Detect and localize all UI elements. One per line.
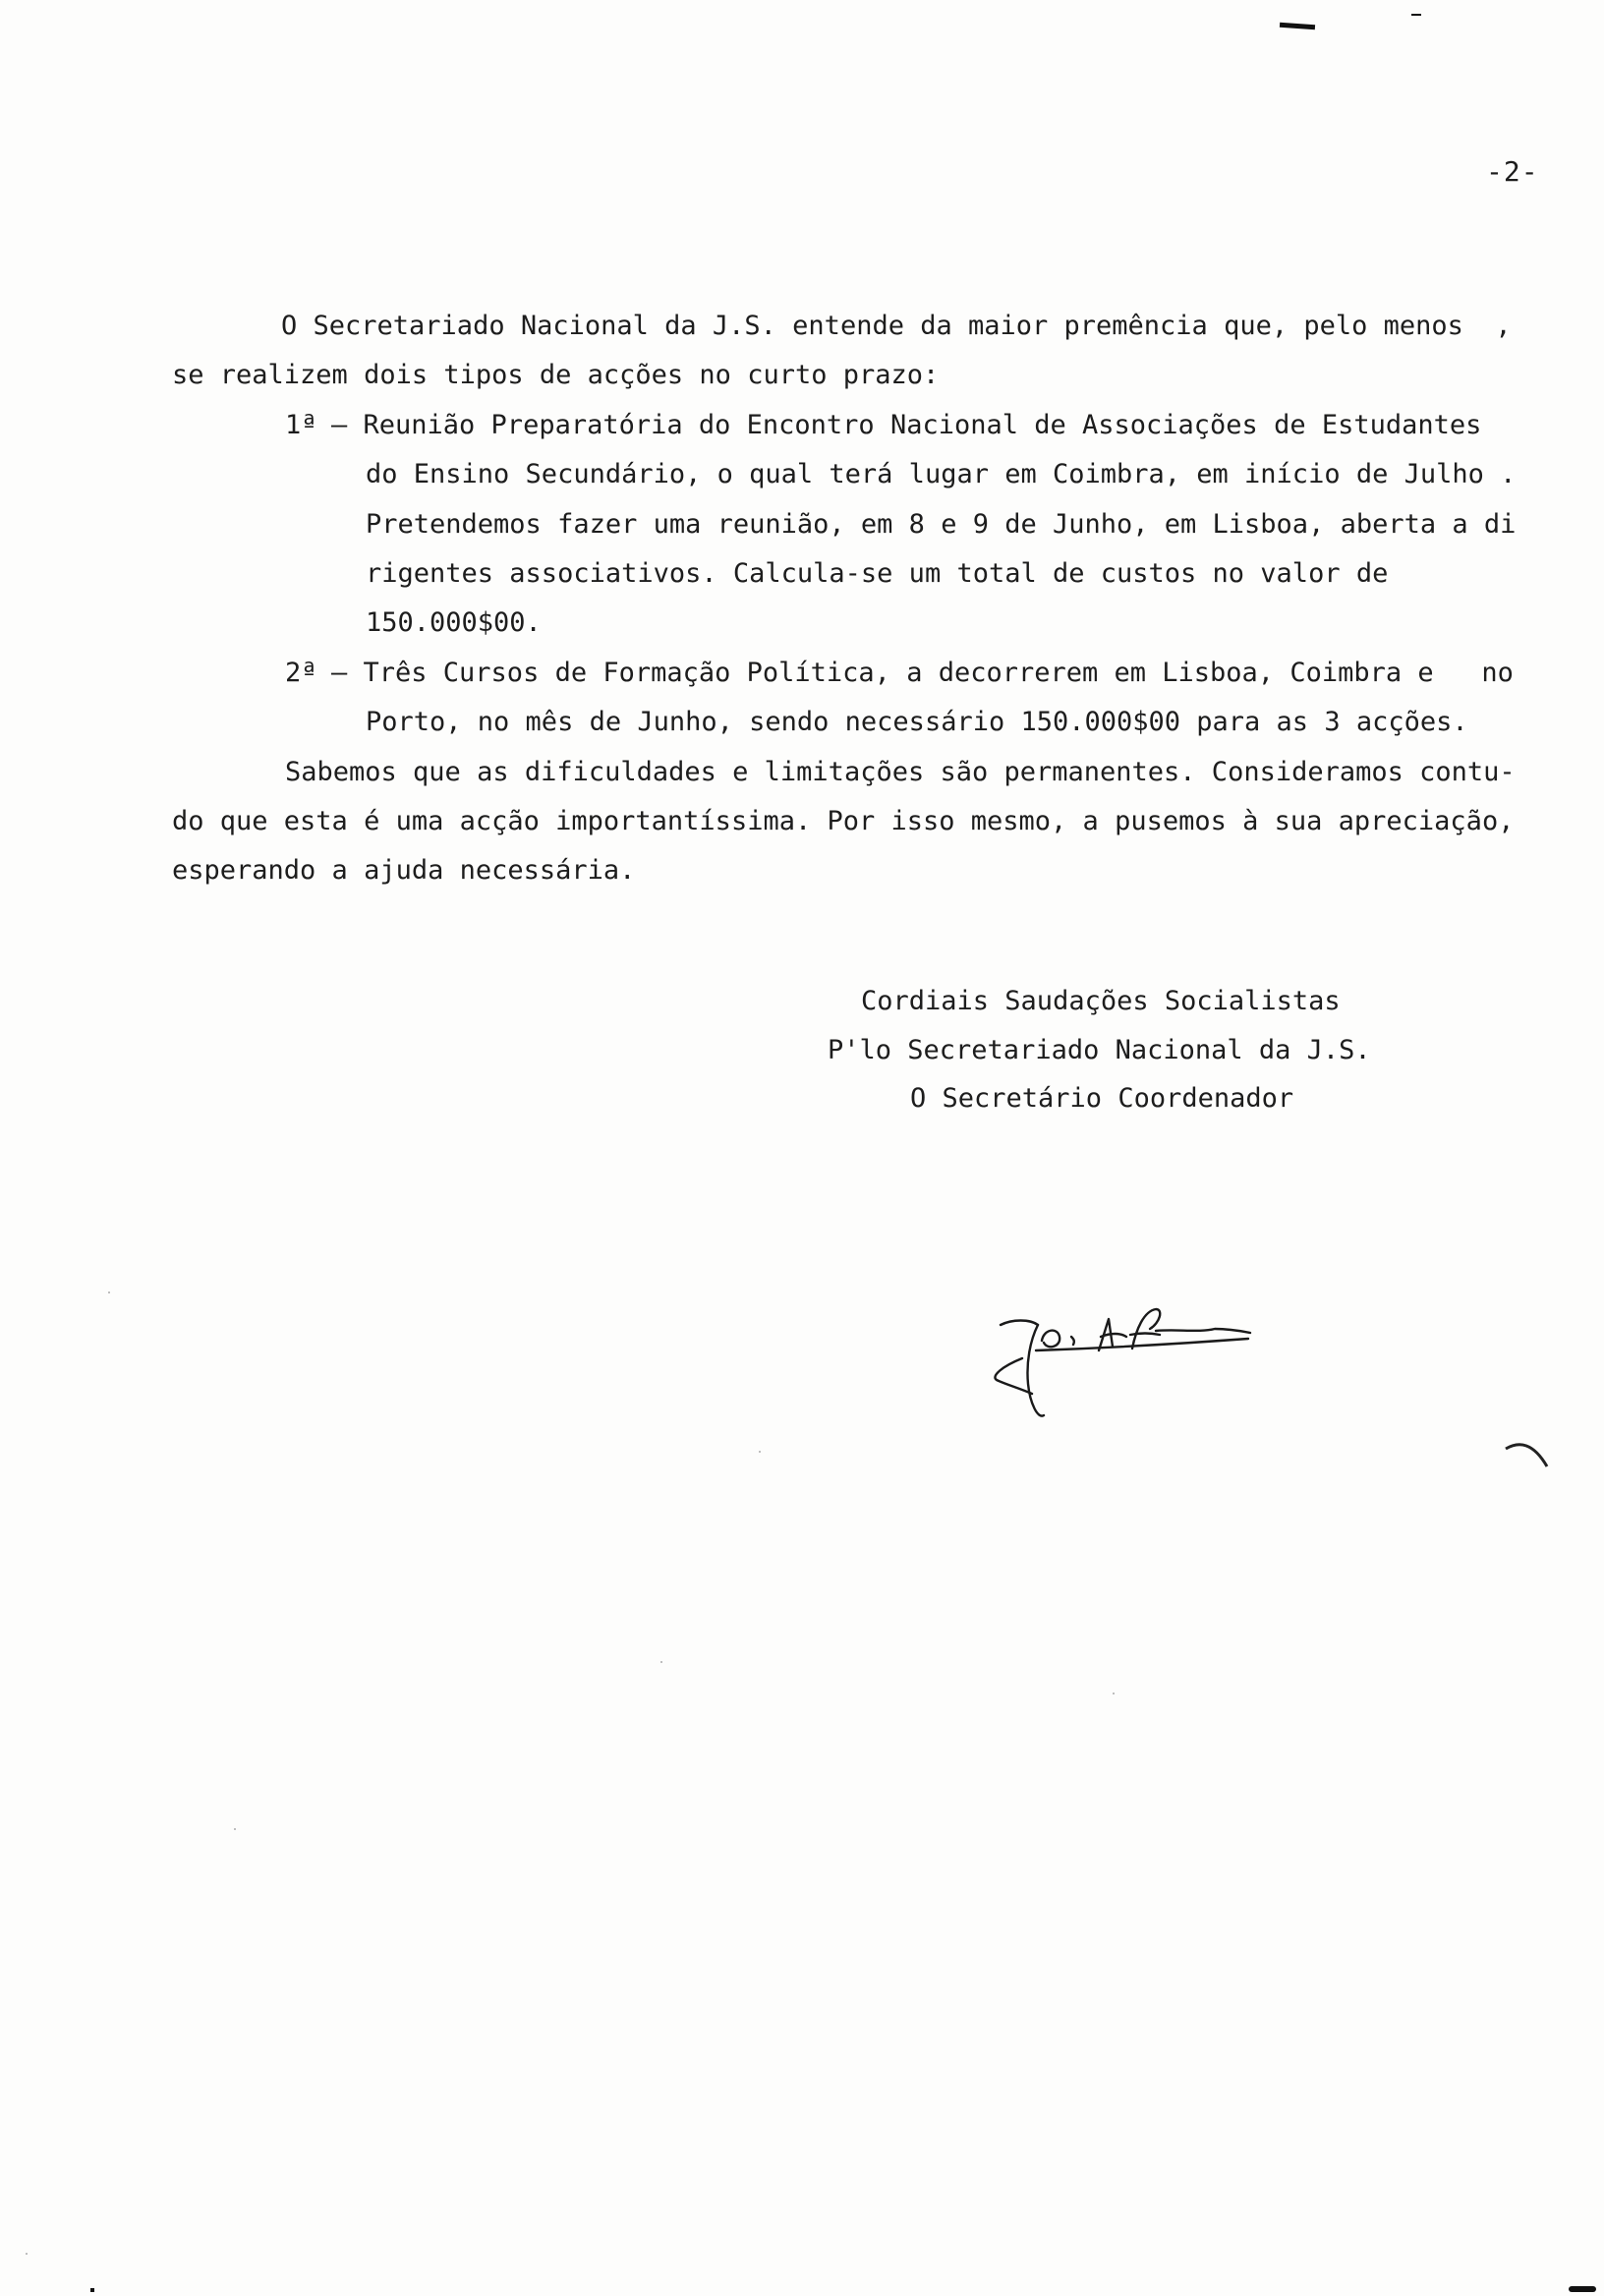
paragraph-line: se realizem dois tipos de acções no curto prazo: [172, 360, 940, 390]
closing-salutation: Cordiais Saudações Socialistas [861, 986, 1341, 1016]
list-item-marker: 1ª [285, 410, 317, 440]
list-item-marker: 2ª [285, 658, 317, 688]
list-item-line: Porto, no mês de Junho, sendo necessário 150.000$00 para as 3 acções. [366, 707, 1468, 737]
handwritten-signature [983, 1290, 1268, 1427]
closing-signatory-title: O Secretário Coordenador [910, 1083, 1294, 1114]
list-item-line: – Reunião Preparatória do Encontro Nacional de Associações de Estudantes [331, 410, 1482, 440]
list-item-line: – Três Cursos de Formação Política, a decorrerem em Lisboa, Coimbra e no [331, 658, 1514, 688]
paragraph-line: esperando a ajuda necessária. [172, 855, 636, 886]
scan-mark [90, 2288, 94, 2292]
scan-speck [759, 1451, 761, 1453]
scan-arc [1504, 1439, 1549, 1470]
list-item-line: Pretendemos fazer uma reunião, em 8 e 9 de Junho, em Lisboa, aberta a di [366, 509, 1517, 540]
scan-speck [234, 1828, 236, 1830]
scan-speck [26, 2253, 28, 2255]
list-item-line: rigentes associativos. Calcula-se um total de custos no valor de [366, 558, 1389, 589]
list-item-line: 150.000$00. [366, 607, 542, 638]
paragraph-line: O Secretariado Nacional da J.S. entende da maior premência que, pelo menos , [281, 311, 1512, 341]
closing-signatory-org: P'lo Secretariado Nacional da J.S. [828, 1035, 1371, 1065]
scan-speck [1113, 1693, 1115, 1694]
scan-mark [1569, 2286, 1596, 2292]
paragraph-line: Sabemos que as dificuldades e limitações são permanentes. Consideramos contu- [285, 757, 1516, 787]
scan-mark [1280, 23, 1315, 29]
list-item-line: do Ensino Secundário, o qual terá lugar em Coimbra, em início de Julho . [366, 459, 1517, 489]
scan-speck [108, 1292, 110, 1293]
scan-speck [660, 1661, 662, 1663]
scan-mark [1411, 14, 1421, 16]
paragraph-line: do que esta é uma acção importantíssima. Por isso mesmo, a pusemos à sua apreciação, [172, 806, 1515, 836]
page-number: -2- [1486, 155, 1539, 188]
